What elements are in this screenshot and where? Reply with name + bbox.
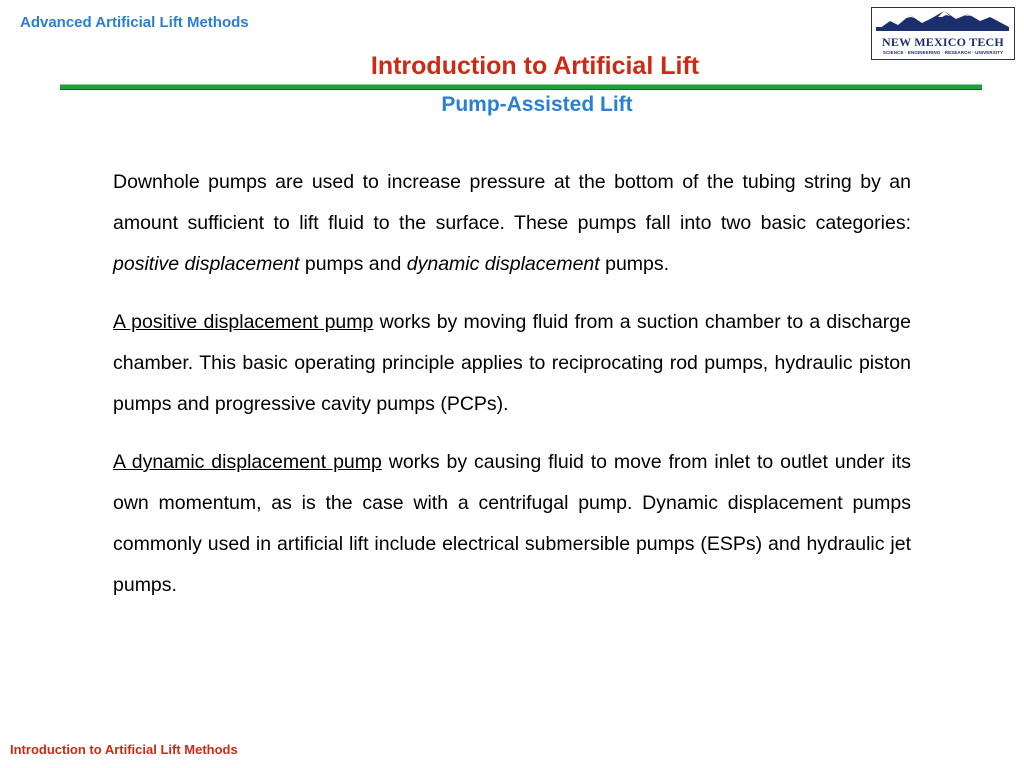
mountains-logo-icon <box>872 8 1013 36</box>
dynamic-displacement-heading: A dynamic displacement pump <box>113 451 382 473</box>
title-divider <box>60 85 982 90</box>
paragraph-positive-displacement <box>113 302 911 425</box>
slide-subtitle: Pump-Assisted Lift <box>441 93 633 116</box>
positive-displacement-heading: A positive displacement pump <box>113 311 374 333</box>
footer-text: Introduction to Artificial Lift Methods <box>10 742 238 757</box>
slide-title: Introduction to Artificial Lift <box>370 52 700 80</box>
overview-text-3: pumps. <box>599 253 670 275</box>
overview-text-1: Downhole pumps are used to increase pressure at the bottom of the tubing string by an amount sufficient to lift fluid to the surface. These pumps fall into two basic categories: <box>113 171 911 234</box>
course-title: Advanced Artificial Lift Methods <box>20 14 249 31</box>
logo-tagline: SCIENCE · ENGINEERING · RESEARCH · UNIVERSITY <box>882 50 1004 55</box>
dynamic-displacement-text: works by causing fluid to move from inlet to outlet under its own momentum, as is the case with a centrifugal pump. Dynamic displacement pumps commonly used in artificial lift include electrical submersible pumps (ESPs) and hydraulic jet pumps. <box>113 451 911 596</box>
term-positive-displacement: positive displacement <box>113 253 300 275</box>
positive-displacement-text: works by moving fluid from a suction chamber to a discharge chamber. This basic operating principle applies to reciprocating rod pumps, hydraulic piston pumps and progressive cavity pumps (PCPs). <box>113 311 911 415</box>
overview-text-2: pumps and <box>299 253 407 275</box>
paragraph-dynamic-displacement <box>113 442 911 606</box>
slide-body <box>113 162 911 623</box>
logo-name: NEW MEXICO TECH <box>882 35 1004 49</box>
paragraph-overview <box>113 162 911 285</box>
term-dynamic-displacement: dynamic displacement <box>406 253 600 275</box>
